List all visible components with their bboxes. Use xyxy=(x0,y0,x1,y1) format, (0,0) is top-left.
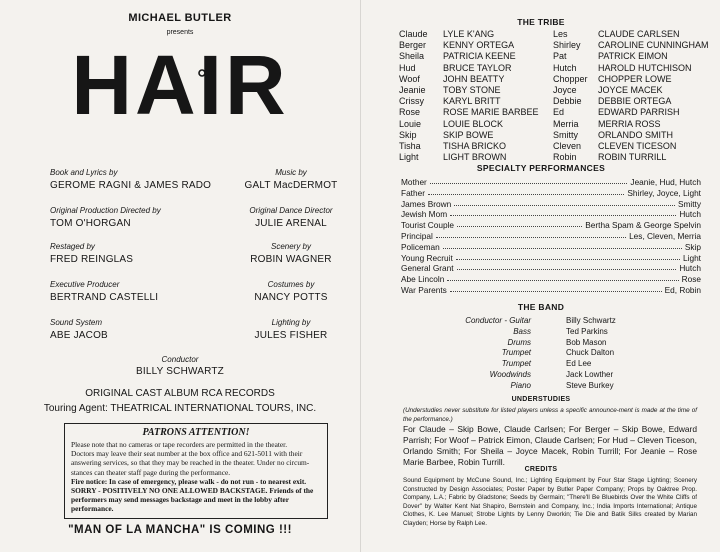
dot-leader xyxy=(456,253,680,260)
tribe-heading: THE TRIBE xyxy=(517,17,565,27)
band-player: Billy Schwartz xyxy=(566,316,616,325)
dot-leader xyxy=(457,220,582,227)
band-player: Chuck Dalton xyxy=(566,348,615,358)
band-player: Bob Mason xyxy=(566,337,607,347)
understudies-heading: UNDERSTUDIES xyxy=(511,396,571,403)
tribe-actor: ORLANDO SMITH xyxy=(598,129,674,140)
band-instrument: Bass xyxy=(513,326,531,336)
touring-agent: Touring Agent: THEATRICAL INTERNATIONAL TOURS, INC. xyxy=(43,403,317,414)
band-instrument: Piano xyxy=(510,380,531,390)
tribe-row xyxy=(361,107,720,118)
band-instrument: Drums xyxy=(507,337,531,347)
credit-value: FRED REINGLAS xyxy=(50,254,134,265)
tribe-row xyxy=(361,85,720,96)
show-title: HAIR xyxy=(71,38,289,132)
tribe-row xyxy=(361,96,720,107)
band-row xyxy=(361,370,720,380)
tribe-row xyxy=(361,40,720,51)
specialty-role: Principal xyxy=(401,231,433,241)
tribe-role: Joyce xyxy=(553,85,577,95)
dot-leader xyxy=(450,285,662,292)
tribe-role: Berger xyxy=(399,40,427,51)
tribe-role: Cleven xyxy=(553,141,582,151)
tribe-actor: LIGHT BROWN xyxy=(443,152,507,163)
credit-value: BERTRAND CASTELLI xyxy=(50,292,159,303)
specialty-performers: Skip xyxy=(684,241,701,252)
specialty-role: Jewish Mom xyxy=(401,209,448,220)
tribe-role: Skip xyxy=(399,129,417,140)
credit-label: Original Production Directed by xyxy=(50,206,161,215)
specialty-heading: SPECIALTY PERFORMANCES xyxy=(476,163,606,173)
tribe-actor: LYLE K'ANG xyxy=(443,29,495,39)
band-heading: THE BAND xyxy=(517,302,565,312)
understudies-note: (Understudies never substitute for listed players unless a specific announce-ment is made at the time of the performance.) xyxy=(403,407,697,423)
patrons-line: answering services, so that they may be reached in the theater. Under no circum- xyxy=(71,458,310,468)
dot-leader xyxy=(428,188,624,195)
coming-soon-banner: "MAN OF LA MANCHA" IS COMING !!! xyxy=(68,524,292,536)
credit-label: Costumes by xyxy=(267,280,315,289)
patrons-line: stances can theater staff page during the performance. xyxy=(71,467,231,477)
credit-label: Scenery by xyxy=(270,242,312,251)
specialty-role: Tourist Couple xyxy=(401,220,455,231)
right-page xyxy=(360,0,720,552)
tribe-actor: PATRICIA KEENE xyxy=(443,51,516,62)
credit-label: Lighting by xyxy=(271,318,311,327)
credit-value: JULIE ARENAL xyxy=(255,218,327,229)
patrons-line: performers may send messages backstage and meet in the lobby after performance. xyxy=(71,495,289,514)
tribe-actor: MERRIA ROSS xyxy=(598,118,661,129)
tribe-actor: ROSE MARIE BARBEE xyxy=(443,107,539,118)
specialty-performers: Hutch xyxy=(679,263,701,274)
credits-text: Sound Equipment by McCune Sound, Inc.; Lighting Equipment by Four Star Stage Lighting; Scenery Constructed by Design Associates; Poster Paper by Butler Paper Company; Props by Oaktree Prop. Company, L.A.; Fabric by Gladstone; Seeds by Germain; "There'll Be Bluebirds Over the White Cliffs of Dover" by Walter Kent Nat Shapiro, Bernstein and Company, Inc.; India Imports International; Antique Clothes, K. Lee Manuel; Strobe Lights by Lenny Dworkin; Tie Die and Batik Silks created by Marian Clayden; Horse by Ralph Lee. xyxy=(403,477,697,527)
specialty-row xyxy=(401,199,701,209)
tribe-actor: JOHN BEATTY xyxy=(443,73,505,84)
dot-leader xyxy=(450,209,676,216)
specialty-row xyxy=(401,209,701,219)
specialty-role: War Parents xyxy=(401,285,447,295)
specialty-row xyxy=(401,177,701,187)
band-row xyxy=(361,359,720,369)
tribe-role: Hud xyxy=(399,62,416,73)
tribe-role: Rose xyxy=(399,107,421,118)
patrons-title: PATRONS ATTENTION! xyxy=(142,427,250,438)
tribe-role: Sheila xyxy=(399,51,425,62)
tribe-role: Hutch xyxy=(553,62,577,73)
dot-leader xyxy=(443,242,682,249)
specialty-performers: Shirley, Joyce, Light xyxy=(627,187,701,198)
tribe-actor: BRUCE TAYLOR xyxy=(443,62,512,73)
tribe-actor: CLAUDE CARLSEN xyxy=(598,29,680,39)
credit-label: Executive Producer xyxy=(50,280,120,289)
credit-value: GALT MacDERMOT xyxy=(244,180,338,191)
specialty-row xyxy=(401,188,701,198)
tribe-actor: LOUIE BLOCK xyxy=(443,118,504,129)
band-row xyxy=(361,348,720,358)
specialty-role: Abe Lincoln xyxy=(401,274,445,285)
tribe-role: Robin xyxy=(553,152,577,163)
patrons-notice-box xyxy=(64,423,328,519)
credit-value: ABE JACOB xyxy=(50,330,108,341)
tribe-role: Pat xyxy=(553,51,567,62)
specialty-performers: Ed, Robin xyxy=(664,285,701,295)
tribe-row xyxy=(361,152,720,163)
specialty-row xyxy=(401,274,701,284)
tribe-role: Shirley xyxy=(553,40,581,51)
tribe-actor: SKIP BOWE xyxy=(443,129,494,140)
band-row xyxy=(361,338,720,348)
patrons-line: Doctors may leave their seat number at the box office and 621-5011 with their xyxy=(71,449,303,459)
tribe-actor: HAROLD HUTCHISON xyxy=(598,62,692,73)
tribe-row xyxy=(361,29,720,40)
band-row xyxy=(361,381,720,391)
specialty-role: Policeman xyxy=(401,241,440,252)
specialty-row xyxy=(401,231,701,241)
band-instrument: Trumpet xyxy=(501,359,531,369)
specialty-role: James Brown xyxy=(401,198,452,209)
band-instrument: Conductor - Guitar xyxy=(465,316,531,325)
tribe-role: Crissy xyxy=(399,96,424,107)
tribe-role: Jeanie xyxy=(399,85,426,95)
credit-value: GEROME RAGNI & JAMES RADO xyxy=(50,180,212,191)
patrons-line: Please note that no cameras or tape recorders are permitted in the theater. xyxy=(71,440,288,449)
band-row xyxy=(361,327,720,337)
specialty-role: Young Recruit xyxy=(401,252,453,263)
specialty-row xyxy=(401,242,701,252)
tribe-role: Debbie xyxy=(553,96,582,107)
specialty-performers: Rose xyxy=(681,274,701,285)
specialty-row xyxy=(401,263,701,273)
tribe-role: Claude xyxy=(399,29,428,39)
tribe-actor: TOBY STONE xyxy=(443,85,501,95)
credit-value: NANCY POTTS xyxy=(254,292,328,303)
dot-leader xyxy=(436,231,626,238)
dot-leader xyxy=(454,199,675,206)
tribe-actor: ROBIN TURRILL xyxy=(598,152,667,163)
credit-value: JULES FISHER xyxy=(254,330,328,341)
tribe-row xyxy=(361,63,720,74)
specialty-performers: Smitty xyxy=(677,198,701,209)
specialty-performers: Light xyxy=(683,252,701,263)
credit-value: ROBIN WAGNER xyxy=(250,254,332,265)
dot-leader xyxy=(457,263,677,270)
tribe-role: Chopper xyxy=(553,73,588,84)
tribe-role: Merria xyxy=(553,118,579,129)
tribe-role: Light xyxy=(399,152,419,163)
tribe-actor: TISHA BRICKO xyxy=(443,141,507,151)
conductor-name: BILLY SCHWARTZ xyxy=(135,366,224,377)
band-player: Ed Lee xyxy=(566,359,592,369)
cast-album: ORIGINAL CAST ALBUM RCA RECORDS xyxy=(85,388,275,399)
credit-label: Music by xyxy=(275,168,307,177)
tribe-actor: KARYL BRITT xyxy=(443,96,501,107)
conductor-label: Conductor xyxy=(161,355,199,364)
credit-label: Restaged by xyxy=(50,242,95,251)
credits-heading: CREDITS xyxy=(524,466,558,473)
band-player: Steve Burkey xyxy=(566,380,614,390)
patrons-lines xyxy=(71,440,321,514)
credit-label: Book and Lyrics by xyxy=(50,168,118,177)
specialty-performers: Les, Cleven, Merria xyxy=(629,231,701,241)
band-instrument: Woodwinds xyxy=(489,370,531,379)
credit-label: Sound System xyxy=(50,318,103,327)
dot-leader xyxy=(447,274,678,281)
specialty-row xyxy=(401,253,701,263)
tribe-row xyxy=(361,141,720,152)
patrons-line: SORRY - POSITIVELY NO ONE ALLOWED BACKSTAGE. Friends of the xyxy=(71,486,314,496)
band-instrument: Trumpet xyxy=(501,348,531,358)
band-player: Ted Parkins xyxy=(566,326,608,336)
band-row xyxy=(361,316,720,326)
tribe-actor: EDWARD PARRISH xyxy=(598,107,680,118)
specialty-row xyxy=(401,285,701,295)
credit-value: TOM O'HORGAN xyxy=(50,218,131,229)
presents-label: presents xyxy=(166,29,194,36)
dot-leader xyxy=(430,177,628,184)
producer-name: MICHAEL BUTLER xyxy=(128,12,232,24)
tribe-row xyxy=(361,74,720,85)
tribe-actor: JOYCE MACEK xyxy=(598,85,663,95)
tribe-role: Louie xyxy=(399,118,422,129)
tribe-row xyxy=(361,119,720,130)
tribe-actor: CAROLINE CUNNINGHAM xyxy=(598,40,709,51)
tribe-actor: DEBBIE ORTEGA xyxy=(598,96,672,107)
tribe-row xyxy=(361,130,720,141)
specialty-role: Mother xyxy=(401,177,427,187)
specialty-performers: Jeanie, Hud, Hutch xyxy=(630,177,701,187)
tribe-role: Smitty xyxy=(553,129,579,140)
tribe-role: Ed xyxy=(553,107,565,118)
specialty-role: General Grant xyxy=(401,263,454,274)
band-player: Jack Lowther xyxy=(566,370,614,379)
specialty-row xyxy=(401,220,701,230)
patrons-line: Fire notice: In case of emergency, please walk - do not run - to nearest exit. xyxy=(71,476,307,486)
title-ornament-icon xyxy=(198,64,214,72)
tribe-actor: CHOPPER LOWE xyxy=(598,73,672,84)
understudies-text: For Claude – Skip Bowe, Claude Carlsen; For Berger – Skip Bowe, Edward Parrish; For Woof – Patrick Eimon, Claude Carlsen; For Hud – Cleven Ticeson, Orlando Smith; For Sheila – Joyce Macek, Robin Turrill; For Jeanie – Rose Marie Barbee, Robin Turrill. xyxy=(403,424,697,467)
tribe-actor: CLEVEN TICESON xyxy=(598,141,677,151)
specialty-role: Father xyxy=(401,187,425,198)
tribe-role: Woof xyxy=(399,73,420,84)
tribe-actor: KENNY ORTEGA xyxy=(443,40,515,51)
tribe-row xyxy=(361,51,720,62)
tribe-actor: PATRICK EIMON xyxy=(598,51,668,62)
tribe-role: Tisha xyxy=(399,141,421,151)
tribe-role: Les xyxy=(553,29,568,39)
specialty-performers: Hutch xyxy=(679,209,701,220)
specialty-performers: Bertha Spam & George Spelvin xyxy=(585,220,701,231)
credit-label: Original Dance Director xyxy=(249,206,333,215)
